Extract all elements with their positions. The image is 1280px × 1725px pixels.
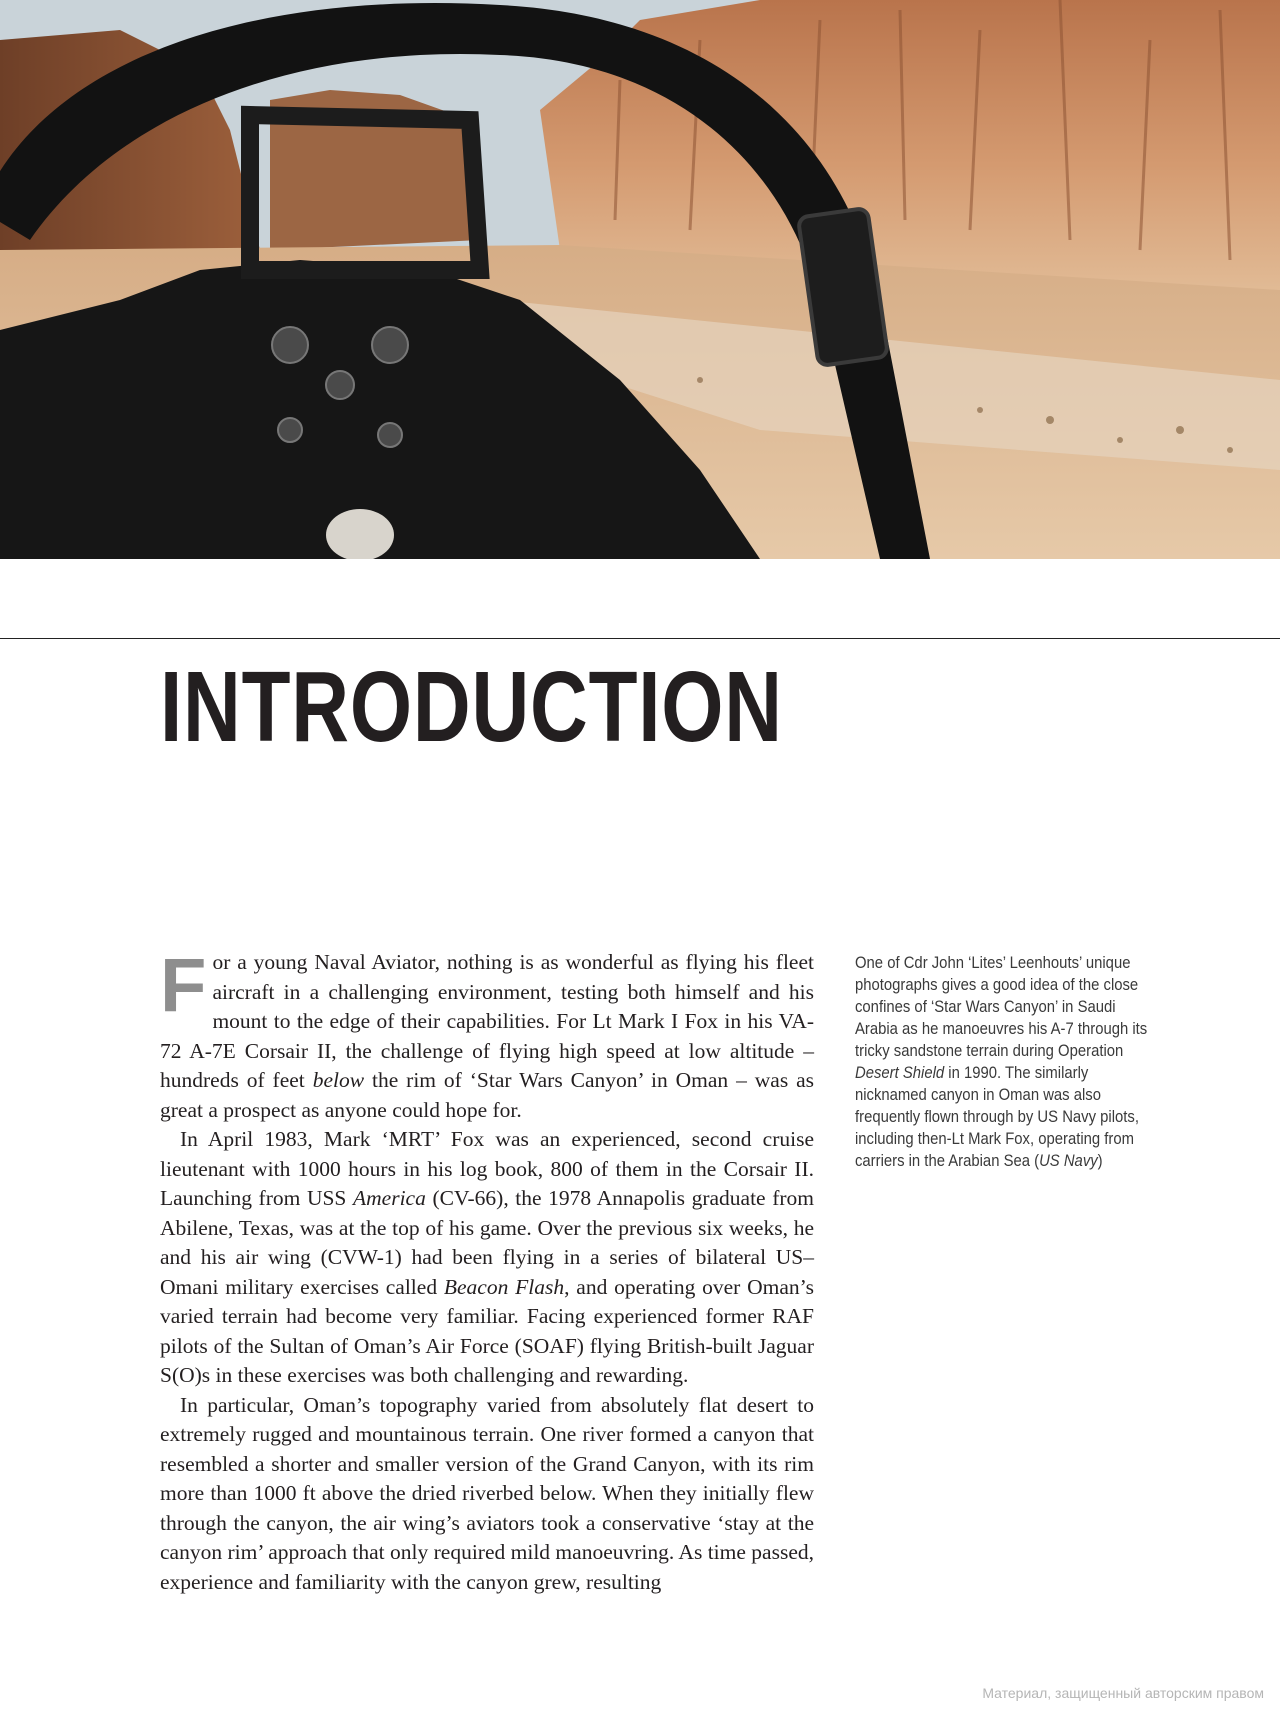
text-run: , and operating over Oman’s varied terrain had become very familiar. Facing experienced former RAF pilots of the Sultan of Oman’s Air Force (SOAF) flying British-built Jaguar S(O)s in these exercises was both challenging and rewarding. xyxy=(160,1274,814,1387)
text-run: (CV-66), the 1978 Annapolis graduate from Abilene, Texas, was at the top of his game. Over the previous six weeks, he and his air wing (CVW-1) had been flying in a series of bilateral US–Omani military exercises called xyxy=(160,1186,814,1299)
drop-cap: F xyxy=(160,943,207,1028)
paragraph-1 xyxy=(160,943,815,1125)
paragraph-1-text xyxy=(160,943,815,1122)
italic-text: Desert Shield xyxy=(855,1064,945,1082)
cockpit-canyon-illustration xyxy=(0,0,1280,559)
italic-text: below xyxy=(312,1068,365,1092)
paragraph-3 xyxy=(160,1391,814,1598)
body-text xyxy=(160,943,815,1597)
paragraph-2 xyxy=(160,1125,814,1391)
caption-text xyxy=(855,952,1161,1172)
text-run: In April 1983, Mark ‘MRT’ Fox was an experienced, second cruise lieutenant with 1000 hours in his log book, 800 of them in the Corsair II. Launching from USS xyxy=(160,1127,814,1210)
text-run: One of Cdr John ‘Lites’ Leenhouts’ unique photographs gives a good idea of the close confines of ‘Star Wars Canyon’ in Saudi Arabia as he manoeuvres his A-7 through its tricky sandstone terrain during Operation xyxy=(855,954,1148,1060)
italic-text: America xyxy=(353,1186,426,1210)
text-run: In particular, Oman’s topography varied from absolutely flat desert to extremely rugged and mountainous terrain. One river formed a canyon that resembled a shorter and smaller version of the Grand Canyon, with its rim more than 1000 ft above the dried riverbed below. When they initially flew through the canyon, the air wing’s aviators took a conservative ‘stay at the canyon rim’ approach that only required mild manoeuvring. As time passed, experience and familiarity with the canyon grew, resulting xyxy=(160,1392,814,1594)
photo-caption xyxy=(855,952,1161,1172)
italic-text: Beacon Flash xyxy=(443,1274,565,1299)
cover-photo xyxy=(0,0,1280,559)
text-run: in 1990. The similarly nicknamed canyon in Oman was also frequently flown through by US Navy pilots, including then-Lt Mark Fox, operating from carriers in the Arabian Sea ( xyxy=(855,1064,1139,1170)
standby-compass xyxy=(326,509,394,559)
page-title: INTRODUCTION xyxy=(160,651,783,763)
text-run: the rim of ‘Star Wars Canyon’ in Oman – was as great a prospect as anyone could hope for. xyxy=(160,1068,815,1122)
text-run: ) xyxy=(1097,1152,1103,1170)
text-run: or a young Naval Aviator, nothing is as wonderful as flying his fleet aircraft in a challenging environment, testing both himself and his mount to the edge of their capabilities. For Lt Mark I Fox in his VA-72 A-7E Corsair II, the challenge of flying high speed at low altitude – hundreds of feet xyxy=(160,950,814,1092)
section-rule xyxy=(0,638,1280,639)
copyright-watermark: Материал, защищенный авторским правом xyxy=(982,1685,1264,1701)
italic-text: US Navy xyxy=(1039,1152,1098,1170)
